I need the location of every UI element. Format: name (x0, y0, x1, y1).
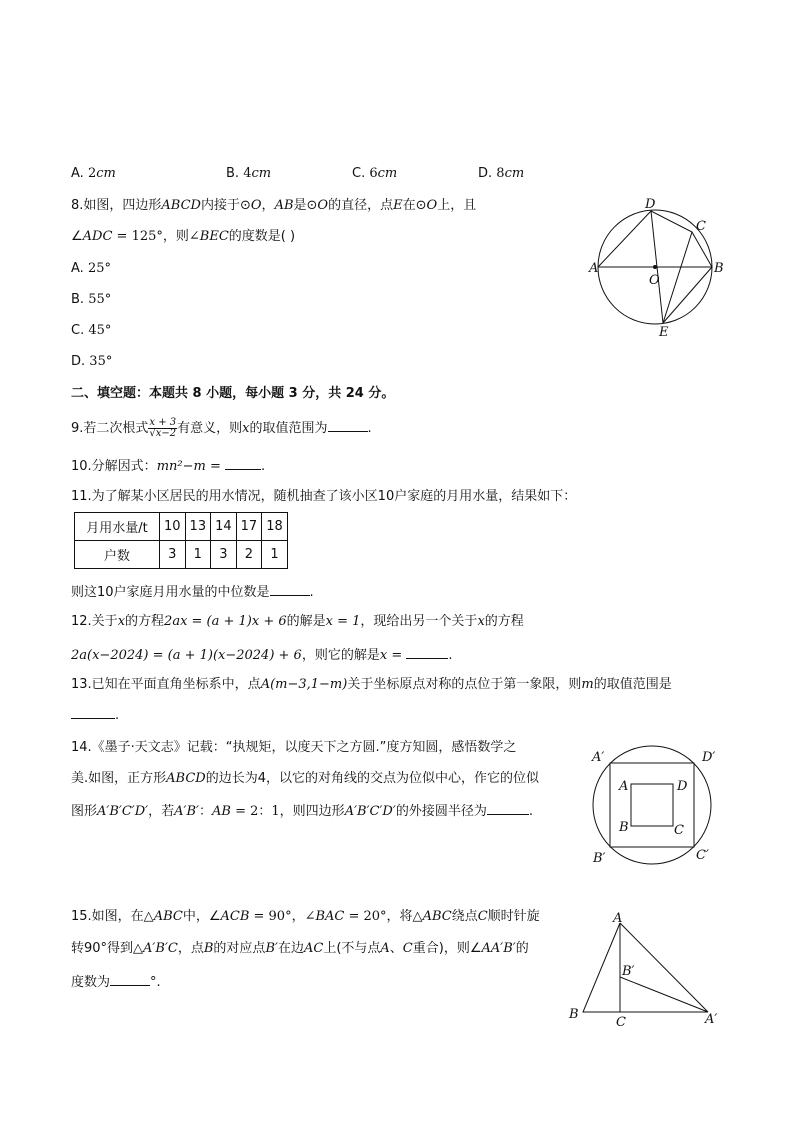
label-o: O (649, 273, 660, 288)
q14-answer-blank[interactable] (487, 802, 529, 815)
circumcircle (593, 746, 711, 864)
label-b: B (619, 820, 629, 835)
q15-line2: 转90°得到△A′B′C，点B的对应点B′在边AC上(不与点A、C重合)，则∠AA′B′的 (71, 941, 529, 956)
table-cell: 18 (262, 513, 288, 541)
label-a: A (619, 779, 629, 794)
q8-option-b: B. 55° (71, 292, 112, 307)
q11-water-table (74, 512, 288, 569)
q14-line3: 图形A′B′C′D′，若A′B′：AB = 2：1，则四边形A′B′C′D′的外接圆半径为 . (71, 804, 533, 819)
q7-option-d: D. 8cm (478, 166, 525, 181)
table-row (75, 513, 288, 541)
q8-option-a: A. 25° (71, 261, 111, 276)
label-c: C (674, 823, 684, 838)
q14-line1: 14.《墨子·天文志》记载：“执规矩，以度天下之方圆.”度方知圆，感悟数学之 (71, 740, 517, 755)
table-header-usage: 月用水量/t (75, 513, 160, 541)
table-header-households: 户数 (75, 541, 160, 569)
q8-circle-figure (585, 192, 725, 342)
q12-line1: 12.关于x的方程2ax = (a + 1)x + 6的解是x = 1，现给出另一个关于x的方程 (71, 614, 524, 629)
segment-ce (663, 232, 692, 323)
q13-answer-blank[interactable] (71, 706, 115, 719)
q12-line2: 2a(x−2024) = (a + 1)(x−2024) + 6，则它的解是x = . (71, 648, 453, 663)
q9-answer-blank[interactable] (328, 419, 368, 432)
q10-answer-blank[interactable] (225, 457, 261, 470)
table-cell: 3 (160, 541, 186, 569)
q13-line1: 13.已知在平面直角坐标系中，点A(m−3,1−m)关于坐标原点对称的点位于第一象限，则m的取值范围是 (71, 677, 672, 692)
label-e: E (659, 325, 669, 340)
label-b: B (714, 261, 724, 276)
q8-stem-line2: ∠ADC = 125°，则∠BEC的度数是( ) (71, 229, 296, 244)
q8-option-c: C. 45° (71, 323, 112, 338)
q7-option-c: C. 6cm (352, 166, 398, 181)
label-b-prime: B′ (622, 964, 635, 979)
q9: 9.若二次根式 $\frac{x + 3}{√x-2}$ 有意义，则x的取值范围为 . (71, 417, 372, 439)
q15-rotation-figure (565, 908, 730, 1033)
q12-answer-blank[interactable] (406, 646, 448, 659)
square-abcd (631, 784, 673, 826)
label-d: D (677, 779, 688, 794)
center-o-dot (653, 265, 657, 269)
table-cell: 1 (262, 541, 288, 569)
triangle-a1b1c (620, 977, 708, 1012)
label-c: C (616, 1015, 626, 1030)
quad-abcd (598, 211, 712, 267)
q11-stem: 11.为了解某小区居民的用水情况，随机抽查了该小区10户家庭的月用水量，结果如下： (71, 489, 577, 504)
q11-question: 则这10户家庭月用水量的中位数是 . (71, 585, 314, 600)
label-a: A (589, 261, 599, 276)
q7-option-a: A. 2cm (71, 166, 116, 181)
q15-line3: 度数为 °. (71, 975, 161, 990)
label-a: A (613, 911, 623, 926)
table-cell: 2 (236, 541, 262, 569)
q10: 10.分解因式：mn²−m = . (71, 459, 266, 474)
table-cell: 17 (236, 513, 262, 541)
label-a-prime: A′ (592, 750, 605, 765)
label-a-prime: A′ (705, 1012, 718, 1027)
q14-similar-squares-figure (585, 740, 725, 870)
q11-answer-blank[interactable] (270, 583, 310, 596)
section2-title: 二、填空题：本题共 8 小题，每小题 3 分，共 24 分。 (71, 386, 395, 401)
table-cell: 13 (185, 513, 211, 541)
q8-stem-line1: 8.如图，四边形ABCD内接于⊙O，AB是⊙O的直径，点E在⊙O上，且 (71, 198, 477, 213)
table-cell: 10 (160, 513, 186, 541)
label-c-prime: C′ (696, 848, 709, 863)
label-d: D (645, 197, 656, 212)
label-b: B (569, 1007, 579, 1022)
q15-answer-blank[interactable] (110, 973, 150, 986)
table-row (75, 541, 288, 569)
table-cell: 1 (185, 541, 211, 569)
label-c: C (696, 219, 706, 234)
label-b-prime: B′ (593, 851, 606, 866)
table-cell: 14 (211, 513, 237, 541)
label-d-prime: D′ (702, 750, 716, 765)
q13-line2: . (71, 706, 119, 724)
q15-line1: 15.如图，在△ABC中，∠ACB = 90°，∠BAC = 20°，将△ABC绕点C顺时针旋 (71, 909, 540, 924)
q9-fraction: $\frac{x + 3}{√x-2}$ (149, 417, 177, 439)
q14-line2: 美.如图，正方形ABCD的边长为4，以它的对角线的交点为位似中心，作它的位似 (71, 771, 539, 786)
table-cell: 3 (211, 541, 237, 569)
triangle-abc (583, 923, 620, 1012)
q8-option-d: D. 35° (71, 354, 113, 369)
q7-option-b: B. 4cm (226, 166, 272, 181)
